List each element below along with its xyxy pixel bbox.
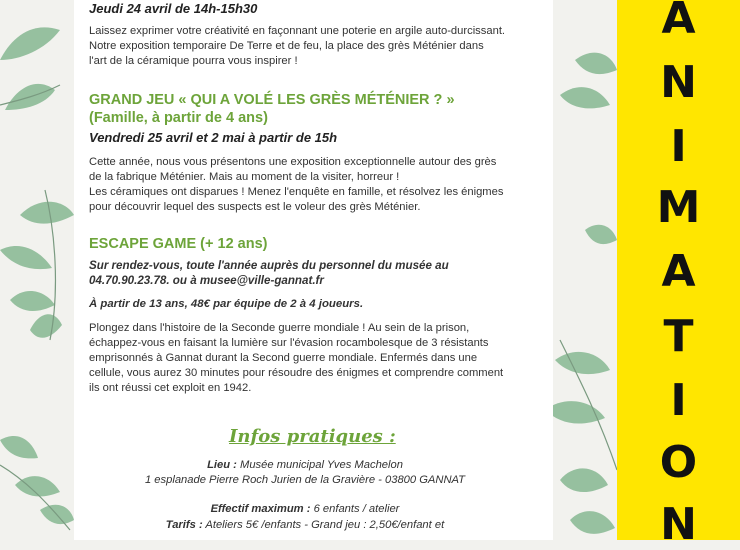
infos-address: 1 esplanade Pierre Roch Jurien de la Gravière - 03800 GANNAT (144, 474, 466, 486)
infos-tarifs (89, 518, 521, 533)
atelier-line: l'art de la céramique pourra vous inspirer ! (89, 55, 298, 67)
effectif-value: 6 enfants / atelier (310, 503, 400, 515)
escape-game-contact (89, 258, 521, 288)
escape-contact-line: 04.70.90.23.78. ou à musee@ville-gannat.fr (89, 274, 324, 287)
atelier-line: Notre exposition temporaire De Terre et de feu, la place des grès Méténier dans (89, 40, 484, 52)
escape-game-price: À partir de 13 ans, 48€ par équipe de 2 à 4 joueurs. (89, 298, 364, 310)
infos-lieu (89, 458, 521, 473)
escape-game-description (89, 321, 521, 396)
grand-jeu-line: de la fabrique Méténier. Mais au moment de la visiter, horreur ! (89, 171, 400, 183)
banner-letter: A (661, 246, 696, 297)
animation-banner-text (617, 0, 740, 550)
banner-letter: N (660, 57, 697, 108)
atelier-description (89, 24, 521, 69)
banner-letter: N (660, 499, 697, 550)
grand-jeu-title: GRAND JEU « QUI A VOLÉ LES GRÈS MÉTÉNIER ? » (89, 92, 455, 108)
escape-line: Plongez dans l'histoire de la Seconde guerre mondiale ! Au sein de la prison, (89, 322, 470, 334)
atelier-date: Jeudi 24 avril de 14h-15h30 (89, 1, 258, 16)
grand-jeu-line: pour découvrir lequel des suspects est le voleur des grès Méténier. (89, 201, 421, 213)
grand-jeu-subtitle: (Famille, à partir de 4 ans) (89, 110, 268, 126)
grand-jeu-date: Vendredi 25 avril et 2 mai à partir de 15h (89, 130, 338, 145)
escape-contact-line: Sur rendez-vous, toute l'année auprès du personnel du musée au (89, 259, 449, 272)
lieu-value: Musée municipal Yves Machelon (236, 459, 403, 471)
infos-title: Infos pratiques : (229, 426, 396, 447)
banner-letter: A (661, 0, 696, 44)
escape-line: emprisonnés à Gannat durant la Second guerre mondiale. Enfermés dans une (89, 352, 478, 364)
tarifs-value: Ateliers 5€ /enfants - Grand jeu : 2,50€/enfant et (202, 519, 445, 531)
escape-line: cellule, vous aurez 30 minutes pour résoudre des énigmes et comprendre comment (89, 367, 504, 379)
grand-jeu-line: Les céramiques ont disparues ! Menez l'enquête en famille, et résolvez les énigmes (89, 186, 504, 198)
escape-game-title: ESCAPE GAME (+ 12 ans) (89, 236, 268, 252)
escape-line: ils ont réussi cet exploit en 1942. (89, 382, 252, 394)
banner-letter: O (659, 437, 698, 488)
atelier-line: Laissez exprimer votre créativité en façonnant une poterie en argile auto-durcissant. (89, 25, 506, 37)
grand-jeu-line: Cette année, nous vous présentons une exposition exceptionnelle autour des grès (89, 156, 497, 168)
grand-jeu-description (89, 155, 521, 215)
banner-letter: I (670, 121, 687, 172)
lieu-label: Lieu : (207, 459, 237, 471)
infos-effectif (89, 502, 521, 517)
banner-letter: M (656, 182, 701, 233)
animation-banner (617, 0, 740, 550)
banner-letter: T (663, 311, 694, 362)
tarifs-label: Tarifs : (165, 519, 203, 531)
banner-letter: I (670, 375, 687, 426)
effectif-label: Effectif maximum : (210, 503, 311, 515)
escape-line: échappez-vous en faisant la lumière sur l'évasion rocambolesque de 3 résistants (89, 337, 489, 349)
